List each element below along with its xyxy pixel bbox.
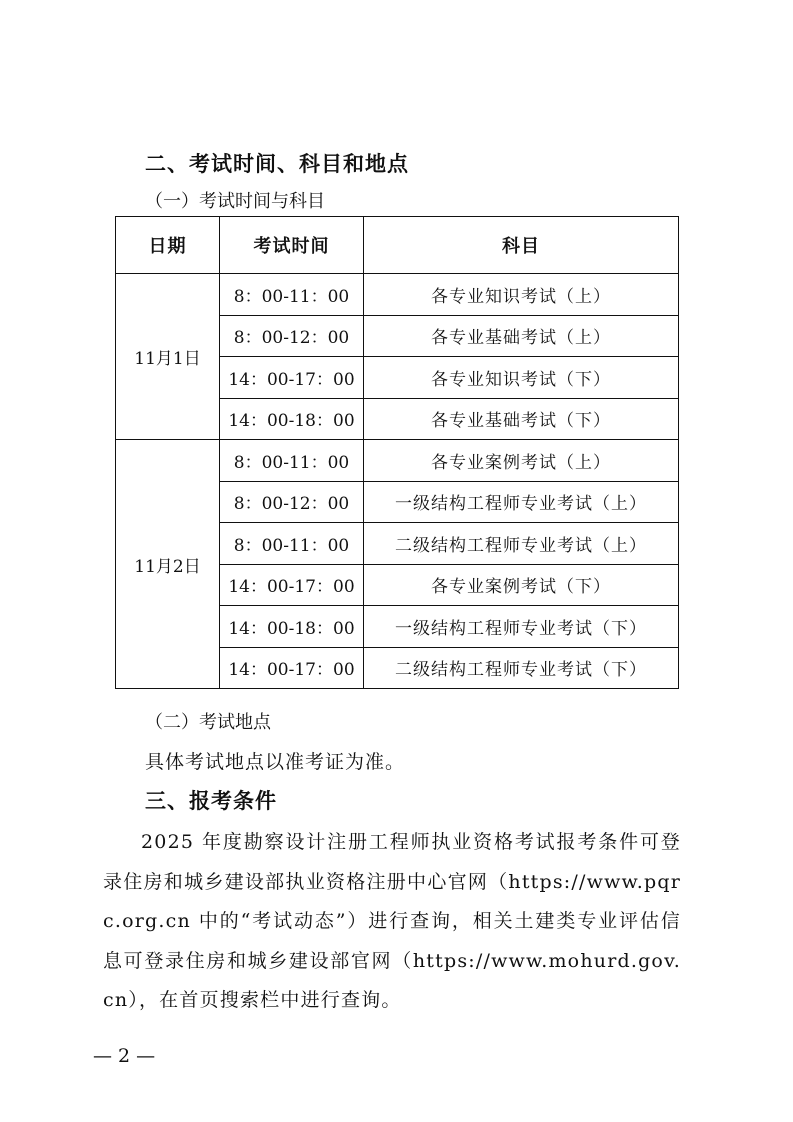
time-cell: 8：00-12：00: [220, 481, 364, 523]
time-cell: 14：00-18：00: [220, 398, 364, 440]
table-header-row: [116, 217, 679, 274]
subsection-one-heading: （一）考试时间与科目: [145, 191, 325, 212]
subject-cell: 各专业案例考试（上）: [364, 440, 679, 482]
time-cell: 8：00-11：00: [220, 523, 364, 565]
date-cell: 11月1日: [116, 274, 220, 440]
time-cell: 14：00-17：00: [220, 357, 364, 399]
table-row: [116, 274, 679, 316]
subject-cell: 各专业知识考试（下）: [364, 357, 679, 399]
time-cell: 14：00-17：00: [220, 647, 364, 689]
exam-schedule-table: [115, 216, 679, 689]
date-cell: 11月2日: [116, 440, 220, 689]
conditions-paragraph: 2025 年度勘察设计注册工程师执业资格考试报考条件可登录住房和城乡建设部执业资格注册中心官网（https://www.pqrc.org.cn 中的“考试动态”）进行查询，相关土建类专业评估信息可登录住房和城乡建设部官网（https://www.mohurd.gov.cn），在首页搜索栏中进行查询。: [103, 831, 681, 1011]
subject-cell: 各专业基础考试（上）: [364, 315, 679, 357]
time-cell: 8：00-12：00: [220, 315, 364, 357]
section-three-heading: 三、报考条件: [145, 789, 277, 813]
section-two-heading: 二、考试时间、科目和地点: [145, 152, 409, 176]
time-cell: 8：00-11：00: [220, 274, 364, 316]
subject-cell: 一级结构工程师专业考试（下）: [364, 606, 679, 648]
subject-cell: 各专业基础考试（下）: [364, 398, 679, 440]
subject-cell: 二级结构工程师专业考试（下）: [364, 647, 679, 689]
page-number: — 2 —: [93, 1045, 156, 1067]
subject-cell: 一级结构工程师专业考试（上）: [364, 481, 679, 523]
time-cell: 14：00-17：00: [220, 564, 364, 606]
time-cell: 14：00-18：00: [220, 606, 364, 648]
time-cell: 8：00-11：00: [220, 440, 364, 482]
subject-cell: 各专业知识考试（上）: [364, 274, 679, 316]
header-date: 日期: [116, 217, 220, 274]
subject-cell: 二级结构工程师专业考试（上）: [364, 523, 679, 565]
location-text: 具体考试地点以准考证为准。: [145, 751, 406, 773]
header-subject: 科目: [364, 217, 679, 274]
subsection-two-heading: （二）考试地点: [145, 712, 271, 733]
subject-cell: 各专业案例考试（下）: [364, 564, 679, 606]
table-row: [116, 440, 679, 482]
header-time: 考试时间: [220, 217, 364, 274]
